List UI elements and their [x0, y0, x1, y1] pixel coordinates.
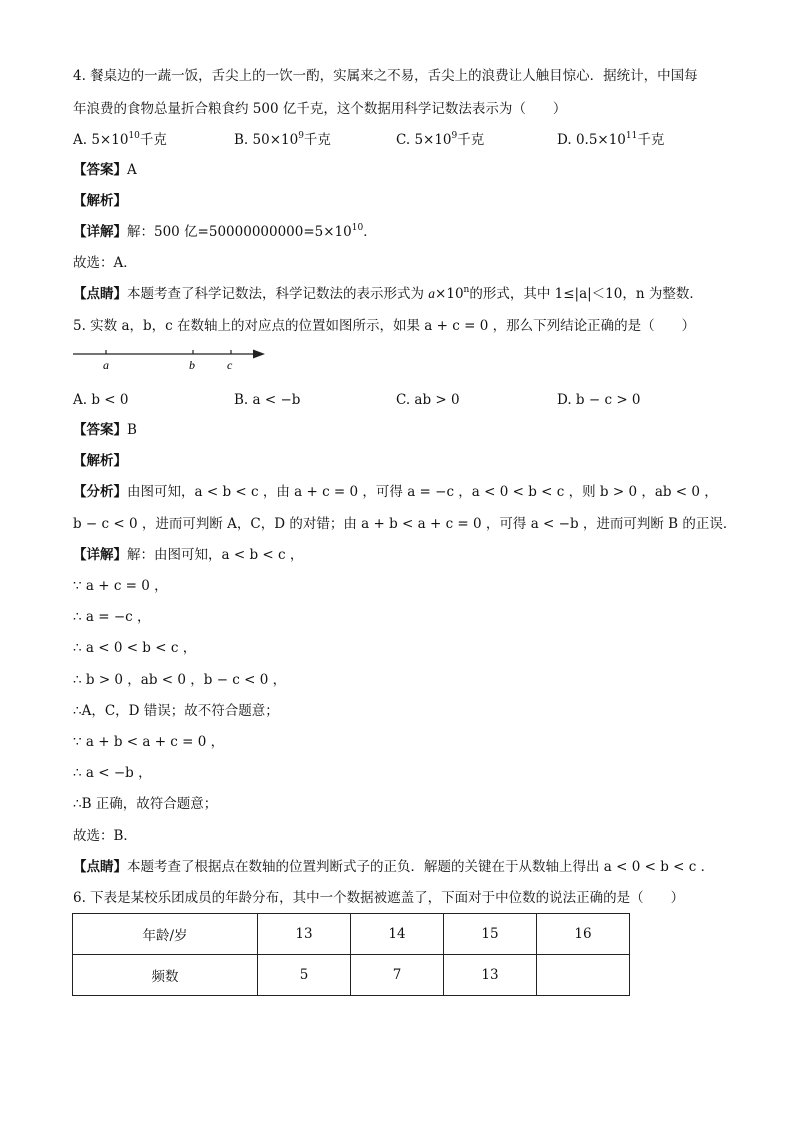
q5-option-d: D. b − c > 0 [557, 392, 641, 408]
table-cell: 15 [444, 914, 537, 955]
axis-label-c: c [227, 358, 233, 372]
number-line-arrow [253, 350, 265, 359]
q4-option-b: B. $50\times 10^9$千克 [234, 131, 331, 148]
q5-step: ∴ a < 0 < b < c ， [73, 640, 197, 656]
table-cell: 5 [258, 955, 351, 996]
q4-comment: 【点睛】本题考查了科学记数法，科学记数法的表示形式为 $a\times 10^n$的形式，其中 1≤|a|＜10，n 为整数． [73, 285, 703, 302]
q5-stem: 5. 实数 a，b，c 在数轴上的对应点的位置如图所示，如果 a + c = 0 ，那么下列结论正确的是（ ） [73, 318, 696, 334]
table-row-frequency [73, 955, 630, 996]
table-header-cell: 频数 [73, 955, 258, 996]
age-distribution-table [72, 913, 630, 996]
q4-stem-line2: 年浪费的食物总量折合粮食约 500 亿千克，这个数据用科学记数法表示为（ ） [73, 101, 567, 117]
q4-answer: 【答案】A [73, 162, 137, 178]
q5-step: ∵ a + c = 0 ， [73, 578, 168, 594]
q5-comment: 【点睛】本题考查了根据点在数轴的位置判断式子的正负．解题的关键在于从数轴上得出 a < 0 < b < c ． [73, 859, 715, 875]
q5-option-b: B. a < −b [234, 392, 301, 408]
q4-option-a: A. $5\times 10^{10}$千克 [73, 131, 167, 148]
q5-detail: 【详解】解：由图可知，a < b < c ， [73, 547, 304, 563]
q5-step: ∴ a < −b ， [73, 765, 152, 781]
table-header-cell: 年龄/岁 [73, 914, 258, 955]
q6-stem: 6. 下表是某校乐团成员的年龄分布，其中一个数据被遮盖了，下面对于中位数的说法正确的是（ ） [73, 890, 685, 906]
table-row-age [73, 914, 630, 955]
table-cell: 14 [351, 914, 444, 955]
table-cell: 16 [537, 914, 630, 955]
q4-option-c: C. $5\times 10^9$千克 [396, 131, 485, 148]
q5-option-c: C. ab > 0 [396, 392, 460, 408]
q4-stem-line1: 4. 餐桌边的一蔬一饭，舌尖上的一饮一酌，实属来之不易，舌尖上的浪费让人触目惊心．据统计，中国每 [73, 68, 698, 84]
table-cell: 13 [258, 914, 351, 955]
q5-fenxi-line2: b − c < 0 ，进而可判断 A，C，D 的对错；由 a + b < a + c = 0 ，可得 a < −b ，进而可判断 B 的正误． [73, 516, 737, 532]
table-cell: 7 [351, 955, 444, 996]
q5-answer: 【答案】B [73, 422, 137, 438]
axis-label-b: b [189, 358, 195, 372]
q5-choose: 故选：B． [73, 828, 137, 844]
axis-label-a: a [103, 358, 109, 372]
q5-analysis-heading: 【解析】 [73, 453, 127, 469]
q5-fenxi-line1: 【分析】由图可知，a < b < c ，由 a + c = 0 ，可得 a = −c ，a < 0 < b < c ，则 b > 0 ，ab < 0 ， [73, 484, 718, 500]
q4-option-d: D. $0.5\times 10^{11}$千克 [557, 131, 665, 148]
q5-step: ∴A，C，D 错误；故不符合题意； [73, 703, 279, 719]
q4-analysis-heading: 【解析】 [73, 193, 127, 209]
q5-step: ∴B 正确，故符合题意； [73, 796, 218, 812]
table-cell-covered [537, 955, 630, 996]
q5-step: ∴ b > 0 ，ab < 0 ，b − c < 0 ， [73, 672, 287, 688]
q5-option-a: A. b < 0 [73, 392, 129, 408]
number-line-figure [73, 344, 273, 374]
table-cell: 13 [444, 955, 537, 996]
q5-step: ∵ a + b < a + c = 0 ， [73, 734, 225, 750]
q5-step: ∴ a = −c ， [73, 609, 151, 625]
q4-detail: 【详解】解：500 亿$=50000000000=5\times 10^{10}$． [73, 223, 377, 240]
q4-choose: 故选：A． [73, 255, 137, 271]
